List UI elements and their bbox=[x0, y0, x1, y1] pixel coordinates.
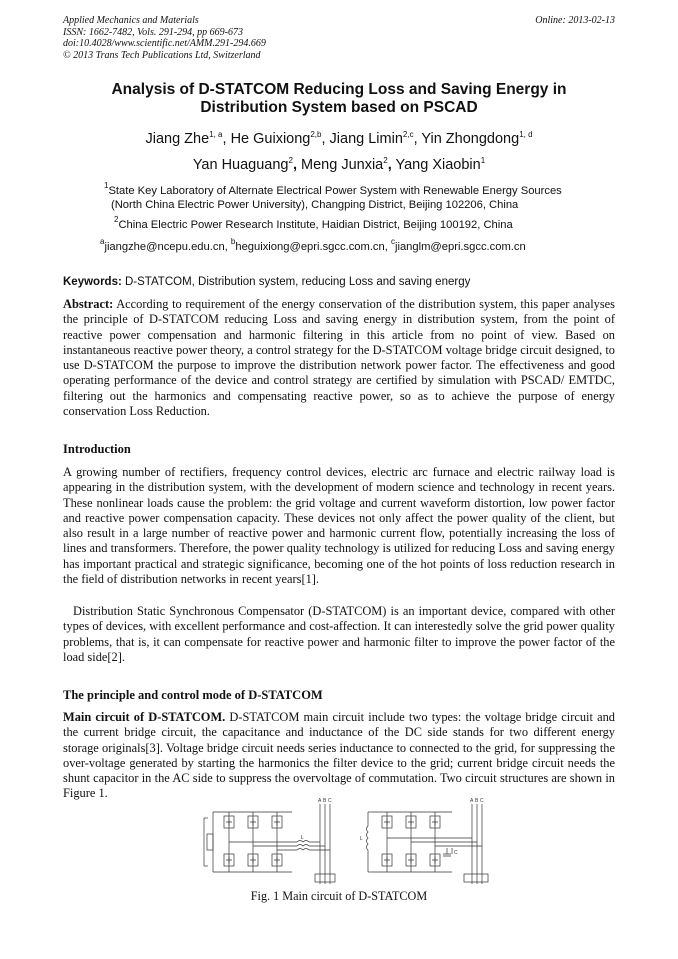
email-mark: c bbox=[390, 237, 395, 246]
email-mark: b bbox=[230, 237, 236, 246]
abstract bbox=[63, 297, 615, 419]
author-affil-mark: 1, a bbox=[209, 130, 223, 139]
keywords-text: D-STATCOM, Distribution system, reducing Loss and saving energy bbox=[125, 276, 471, 288]
phase-label-c: C bbox=[328, 798, 332, 804]
dc-capacitor-left bbox=[207, 834, 213, 850]
author-line-1: Jiang Zhe$^{1, a}$, He Guixiong$^{2,b}$, Jiang Limin$^{2,c}$, Yin Zhongdong$^{1, d}$ bbox=[145, 130, 533, 147]
phase-label-a: A bbox=[318, 798, 322, 804]
intro-paragraph-2: Distribution Static Synchronous Compensator (D-STATCOM) is an important device, compared with other types of devices, with excellent performance and cost-affection. It can interestedly solve the grid power quality problems, that is, it can compensate for reactive power and harmonic filter to improve the power factor of the load side[2]. bbox=[63, 604, 615, 664]
author-affil-mark: 1, d bbox=[519, 130, 533, 139]
subsection-label: Main circuit of D-STATCOM. bbox=[63, 710, 226, 724]
phase-label-a-right: A bbox=[470, 798, 474, 804]
author-affil-mark: 2 bbox=[383, 156, 388, 165]
affil-1-line-2: (North China Electric Power University), Changping District, Beijing 102206, China bbox=[111, 199, 519, 211]
phase-label-b: B bbox=[323, 798, 327, 804]
title-line-1: Analysis of D-STATCOM Reducing Loss and Saving Energy in bbox=[111, 81, 567, 98]
author-name: Jiang Zhe bbox=[145, 131, 210, 147]
capacitor-label-right: C bbox=[454, 850, 458, 856]
email-c[interactable]: jianglm@epri.sgcc.com.cn bbox=[394, 241, 526, 253]
principle-paragraph-1 bbox=[63, 710, 615, 802]
section-heading-principle: The principle and control mode of D-STATCOM bbox=[63, 688, 323, 702]
affil-mark: 2 bbox=[114, 215, 119, 224]
author-name: Yin Zhongdong bbox=[421, 131, 520, 147]
author-name: Jiang Limin bbox=[329, 131, 403, 147]
series-inductor-left bbox=[297, 841, 309, 851]
author-line-2: Yan Huaguang$^2$, Meng Junxia$^2$, Yang Xiaobin$^1$ bbox=[192, 156, 486, 173]
shunt-capacitor-right bbox=[443, 848, 452, 856]
load-right bbox=[464, 874, 488, 882]
abstract-label: Abstract: bbox=[63, 297, 114, 311]
figure-caption: Fig. 1 Main circuit of D-STATCOM bbox=[250, 889, 428, 903]
online-date: Online: 2013-02-13 bbox=[535, 15, 615, 26]
affil-1-line-1: State Key Laboratory of Alternate Electrical Power System with Renewable Energy Sources bbox=[108, 185, 562, 197]
email-a[interactable]: jiangzhe@ncepu.edu.cn, bbox=[104, 241, 228, 253]
affiliation-1 bbox=[104, 181, 562, 212]
inductor-label-right: L bbox=[360, 836, 363, 842]
phase-label-b-right: B bbox=[475, 798, 479, 804]
intro-paragraph-1: A growing number of rectifiers, frequency control devices, electric arc furnace and electric railway load is appearing in the distribution system, with the development of modern science and technology in recent years. These nonlinear loads cause the problem: the grid voltage and current waveform distortion, low power factor and reactive power compensation capacity. These devices not only affect the power quality of the client, but also result in a large number of reactive power and harmonic current flow, potentially increasing the loss of lines and transformers. Therefore, the power quality technology is utilized for reducing Loss and saving energy has important practical and strategic significance, becoming one of the hot points of loss reduction research in the field of distribution networks in recent years[1]. bbox=[63, 465, 615, 587]
principle-text: D-STATCOM main circuit include two types: the voltage bridge circuit and the current bridge circuit, the capacitance and inductance of the DC side stands for two different energy storage originals[3]. Voltage bridge circuit needs series inductance to connected to the grid, for suppressing the over-voltage generated by starting the harmonics the filter device to the grid; current bridge circuit needs the shunt capacitor in the AC side to suppress the overvoltage of commutation. Two circuit structures are shown in Figure 1. bbox=[63, 710, 615, 801]
author-affil-mark: 2 bbox=[288, 156, 293, 165]
email-b[interactable]: heguixiong@epri.sgcc.com.cn, bbox=[235, 241, 388, 253]
main-circuit-figure bbox=[202, 796, 492, 888]
journal-name: Applied Mechanics and Materials bbox=[63, 15, 199, 26]
copyright-line: © 2013 Trans Tech Publications Ltd, Switzerland bbox=[63, 49, 261, 61]
phase-label-c-right: C bbox=[480, 798, 484, 804]
author-affil-mark: 2,b bbox=[310, 130, 322, 139]
affil-2-text: China Electric Power Research Institute, Haidian District, Beijing 100192, China bbox=[118, 219, 513, 231]
inductor-label-left: L bbox=[301, 835, 304, 841]
dc-inductor-right bbox=[367, 826, 369, 850]
author-emails bbox=[100, 237, 526, 253]
paper-title bbox=[0, 81, 678, 117]
section-heading-introduction: Introduction bbox=[63, 442, 131, 456]
author-affil-mark: 2,c bbox=[402, 130, 414, 139]
journal-header bbox=[63, 15, 266, 61]
author-name: Yan Huaguang bbox=[192, 157, 289, 173]
author-name: Yang Xiaobin bbox=[395, 157, 481, 173]
affil-mark: 1 bbox=[104, 181, 109, 190]
keywords bbox=[63, 276, 470, 288]
doi-line[interactable]: doi:10.4028/www.scientific.net/AMM.291-294.669 bbox=[63, 38, 266, 49]
author-affil-mark: 1 bbox=[480, 156, 486, 165]
keywords-label: Keywords: bbox=[63, 276, 122, 288]
title-line-2: Distribution System based on PSCAD bbox=[200, 99, 478, 116]
author-name: Meng Junxia bbox=[301, 157, 384, 173]
issn-line: ISSN: 1662-7482, Vols. 291-294, pp 669-673 bbox=[63, 26, 243, 38]
email-mark: a bbox=[100, 237, 105, 246]
affiliation-2 bbox=[114, 215, 513, 231]
author-name: He Guixiong bbox=[230, 131, 311, 147]
abstract-text: According to requirement of the energy conservation of the distribution system, this paper analyses the principle of D-STATCOM reducing Loss and saving energy in distribution system, from the point of reactive power compensation and harmonic filtering in this article from no point of view. Based on instantaneous reactive power theory, a control strategy for the D-STATCOM voltage bridge circuit designed, to use D-STATCOM the purpose to improve the distribution network power factor. The effectiveness and good operating performance of the device and control strategy are certified by simulation with PSCAD/ EMTDC, filtering out the harmonics and compensating reactive power, so as to achieve the purpose of energy conservation Loss Reduction. bbox=[63, 297, 615, 419]
